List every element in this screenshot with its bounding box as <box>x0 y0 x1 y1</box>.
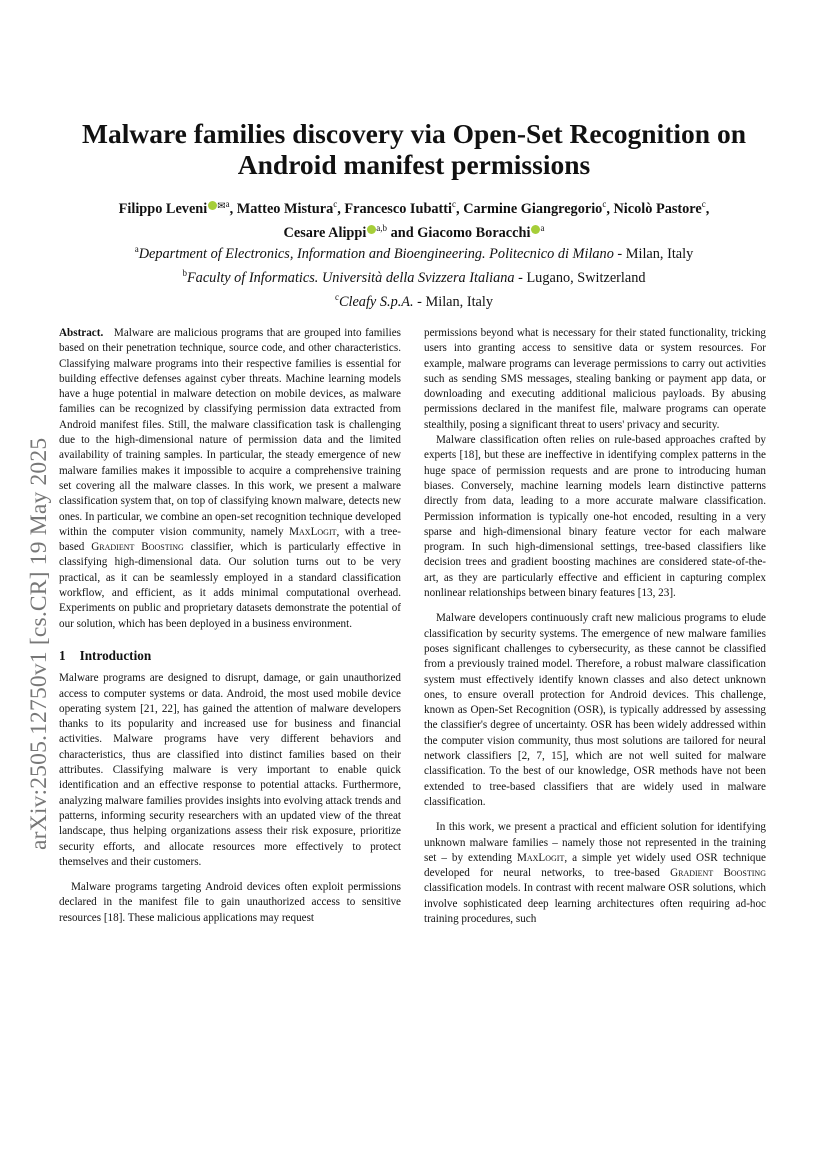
affiliation-item <box>60 240 768 264</box>
affiliation-mark: a <box>134 244 139 254</box>
author-name: Carmine Giangregorio <box>463 200 603 217</box>
body-paragraph: Malware programs are designed to disrupt, damage, or gain unauthorized access to computer systems or data. Android, the most used mobile device operating system [21, 22], has gained the attention of malware developers thanks to its popularity and increased use for business and financial activities. Malware programs have very different behaviors and characteristics, thus are classified into distinct families based on their attributes. Classifying malware is very important to enable quick identification and an effective response to potential attacks. Furthermore, analyzing malware families provides insights into evolving attack trends and patterns, informing security researchers with an updated view of the threat landscape, thus helping organizations assess their risk exposure, prioritize security efforts, and allocate resources more effectively to protect themselves and their customers. <box>59 672 401 868</box>
body-paragraph: Malware developers continuously craft new malicious programs to elude classification by security systems. The emergence of new malware families poses significant challenges to cybersecurity, as these cannot be classified from a previously trained model. Therefore, a robust malware classification system must effectively identify known classes and also detect unknown ones, to ensure overall protection for Android devices. This challenge, known as Open-Set Recognition (OSR), is typically addressed by assessing the classifier's degree of uncertainty. OSR has been widely addressed within the computer vision community, thus most solutions are tailored for neural network classifiers [2, 7, 15], which are not well suited for malware classification. To the best of our knowledge, OSR methods have not been extended to tree-based classifiers that are widely used in malware classification. <box>424 612 766 808</box>
author-name: Cesare Alippi <box>283 224 367 241</box>
affiliation-mark: c <box>334 291 339 302</box>
abstract-text: Malware are malicious programs that are grouped into families based on their penetration technique, source code, and other characteristics. Classifying malware programs into their respective families is essential for building effective defenses against cyber threats. Machine learning models have a huge potential in malware detection on mobile devices, as malware families can be recognized by classifying permission data extracted from Android manifest files. Still, the malware classification task is challenging due to the high-dimensional nature of permission data and the limited availability of training samples. In particular, the steady emergence of new malware families makes it impossible to acquire a comprehensive training set covering all the malware classes. In this work, we present a malware classification system that, on top of classifying known malware, detects new ones. In particular, we combine an open-set recognition technique developed within the computer vision community, namely MaxLogit, with a tree-based Gradient Boosting classifier, which is particularly effective in classifying high-dimensional data. Our solution turns out to be very practical, as it can be seamlessly employed in a standard classification workflow, and efficient, as it adds minimal computational overhead. Experiments on public and proprietary datasets demonstrate the potential of our solution, which has been deployed in a business environment. <box>59 327 402 630</box>
abstract-label: Abstract. <box>59 327 104 339</box>
author-name: Giacomo Boracchi <box>417 224 531 241</box>
affiliation-location: - Milan, Italy <box>413 293 494 310</box>
affiliation-institution: Faculty of Informatics. Università della Svizzera Italiana <box>186 269 515 286</box>
section-title: Introduction <box>79 647 152 663</box>
section-number: 1 <box>59 647 66 663</box>
orcid-icon[interactable] <box>367 225 376 234</box>
author-affiliation-mark: a,b <box>376 222 388 233</box>
orcid-icon[interactable] <box>208 201 217 210</box>
affiliation-institution: Cleafy S.p.A. <box>338 293 414 310</box>
affiliation-item <box>60 288 768 312</box>
right-column <box>424 326 766 927</box>
section-heading <box>59 648 401 663</box>
left-column <box>59 326 401 926</box>
affiliation-location: - Milan, Italy <box>613 245 694 262</box>
body-paragraph: Malware programs targeting Android devices often exploit permissions declared in the manifest file to gain unauthorized access to sensitive resources [18]. These malicious applications may request <box>59 881 401 924</box>
envelope-icon[interactable]: ✉ <box>217 200 226 212</box>
body-paragraph: Malware classification often relies on rule-based approaches crafted by experts [18], but these are ineffective in identifying complex patterns in the huge space of permission requests and are prone to introducing human biases. Conversely, machine learning models learn distinctive patterns directly from data, leading to a more accurate malware classification. Permission information is typically one-hot encoded, resulting in a very sparse and high-dimensional binary feature vector for each malware program. In such high-dimensional settings, tree-based classifiers like decision trees and gradient boosting machines are considered state-of-the-art, as they are particularly effective and efficient in capturing complex nonlinear relationships between binary features [13, 23]. <box>424 434 766 600</box>
affiliation-institution: Department of Electronics, Information and Bioengineering. Politecnico di Milano <box>138 245 614 262</box>
author-affiliation-mark: a <box>540 222 545 233</box>
affiliation-location: - Lugano, Switzerland <box>514 269 646 286</box>
author-name: Nicolò Pastore <box>613 200 702 217</box>
affiliation-item <box>60 264 768 288</box>
author-list <box>60 195 768 243</box>
author-affiliation-mark: c <box>701 199 706 209</box>
arxiv-identifier: arXiv:2505.12750v1 [cs.CR] 19 May 2025 <box>26 437 52 850</box>
author-affiliation-mark: c <box>452 199 457 209</box>
author-name: Francesco Iubatti <box>344 200 453 217</box>
affiliation-mark: b <box>182 267 187 278</box>
author-affiliation-mark: a <box>225 199 230 209</box>
affiliation-list <box>60 240 768 311</box>
body-paragraph: In this work, we present a practical and efficient solution for identifying unknown malware families – namely those not represented in the training set – by extending MaxLogit, a simple yet widely used OSR technique developed for neural networks, to tree-based Gradient Boosting classification models. In contrast with recent malware OSR solutions, which involve sophisticated deep learning architectures often requiring ad-hoc training procedures, such <box>424 821 766 925</box>
body-paragraph: permissions beyond what is necessary for their stated functionality, tricking users into granting access to sensitive data or system resources. For example, malware programs can leverage permissions to carry out activities such as sending SMS messages, stealing banking or payment app data, or downloading and executing additional malicious payloads. By abusing permissions declared in the manifest file, malware programs can operate stealthily, posing a significant threat to users' privacy and security. <box>424 327 766 431</box>
paper-title: Malware families discovery via Open-Set Recognition on Android manifest permissions <box>81 118 746 180</box>
author-name: Filippo Leveni <box>118 200 208 217</box>
author-affiliation-mark: c <box>602 199 607 209</box>
author-line-1: Filippo Leveni $^{✉a}$, Matteo Mistura$^c$, Francesco Iubatti$^c$, Carmine Giangregorio$^c$, Nicolò Pastore$^c$, <box>118 199 710 217</box>
author-line-2 <box>60 219 768 243</box>
abstract <box>59 326 401 632</box>
author-affiliation-mark: c <box>333 199 338 209</box>
author-conjunction: and <box>390 224 414 241</box>
author-name: Matteo Mistura <box>236 200 334 217</box>
